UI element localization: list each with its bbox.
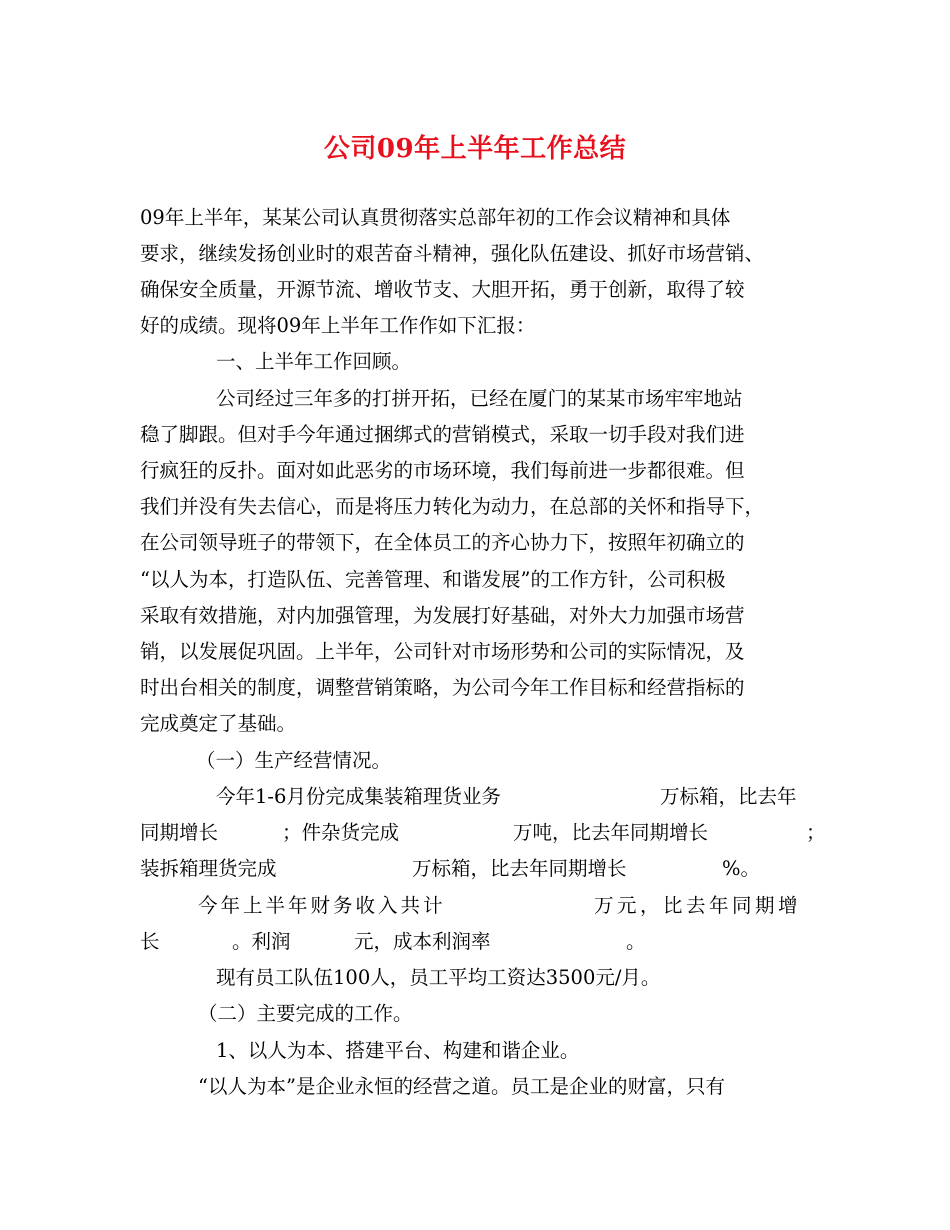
subsection-heading: （二）主要完成的工作。	[198, 1002, 413, 1025]
paragraph-fragment: 元，成本利润率	[354, 930, 491, 953]
paragraph-line: 我们并没有失去信心，而是将压力转化为动力，在总部的关怀和指导下，	[140, 495, 765, 518]
paragraph-line: 稳了脚跟。但对手今年通过捆绑式的营销模式，采取一切手段对我们进	[140, 423, 745, 446]
paragraph-line: “以人为本，打造队伍、完善管理、和谐发展”的工作方针，公司积极	[140, 568, 726, 591]
paragraph-fragment: ；	[806, 821, 826, 844]
paragraph-line: 完成奠定了基础。	[140, 712, 297, 735]
paragraph-fragment: 同期增长	[140, 821, 219, 844]
paragraph-line: 要求，继续发扬创业时的艰苦奋斗精神，强化队伍建设、抓好市场营销、	[140, 242, 765, 265]
paragraph-fragment: 万标箱，比去年同期增长	[412, 857, 627, 880]
subsection-heading: （一）生产经营情况。	[196, 749, 392, 772]
paragraph-line: 09年上半年，某某公司认真贯彻落实总部年初的工作会议精神和具体	[140, 206, 731, 229]
paragraph-line: 采取有效措施，对内加强管理，为发展打好基础，对外大力加强市场营	[140, 604, 745, 627]
paragraph-fragment: ；件杂货完成	[282, 821, 400, 844]
paragraph-line: 时出台相关的制度，调整营销策略，为公司今年工作目标和经营指标的	[140, 676, 745, 699]
paragraph-line: 现有员工队伍100人，员工平均工资达3500元/月。	[216, 966, 661, 989]
paragraph-fragment: 长	[140, 930, 160, 953]
paragraph-line: 在公司领导班子的带领下，在全体员工的齐心协力下，按照年初确立的	[140, 531, 745, 554]
paragraph-line: “以人为本”是企业永恒的经营之道。员工是企业的财富，只有	[198, 1075, 725, 1098]
paragraph-line: 公司经过三年多的打拼开拓，已经在厦门的某某市场牢牢地站	[216, 387, 743, 410]
paragraph-fragment: 今年上半年财务收入共计	[198, 894, 446, 917]
paragraph-fragment: 万元，比去年同期增	[594, 894, 802, 917]
paragraph-fragment: 。	[626, 930, 646, 953]
item-heading: 1、以人为本、搭建平台、构建和谐企业。	[216, 1039, 580, 1062]
paragraph-fragment: 装拆箱理货完成	[140, 857, 277, 880]
paragraph-fragment: %。	[722, 857, 761, 880]
paragraph-fragment: 。利润	[232, 930, 291, 953]
paragraph-line: 行疯狂的反扑。面对如此恶劣的市场环境，我们每前进一步都很难。但	[140, 459, 745, 482]
paragraph-line: 销，以发展促巩固。上半年，公司针对市场形势和公司的实际情况，及	[140, 640, 745, 663]
paragraph-fragment: 万吨，比去年同期增长	[513, 821, 709, 844]
section-heading: 一、上半年工作回顾。	[216, 350, 412, 373]
document-title: 公司09年上半年工作总结	[323, 134, 627, 164]
paragraph-line: 好的成绩。现将09年上半年工作作如下汇报：	[140, 314, 536, 337]
paragraph-fragment: 今年1-6月份完成集装箱理货业务	[216, 785, 501, 808]
paragraph-fragment: 万标箱，比去年	[660, 785, 797, 808]
paragraph-line: 确保安全质量，开源节流、增收节支、大胆开拓，勇于创新，取得了较	[140, 278, 745, 301]
